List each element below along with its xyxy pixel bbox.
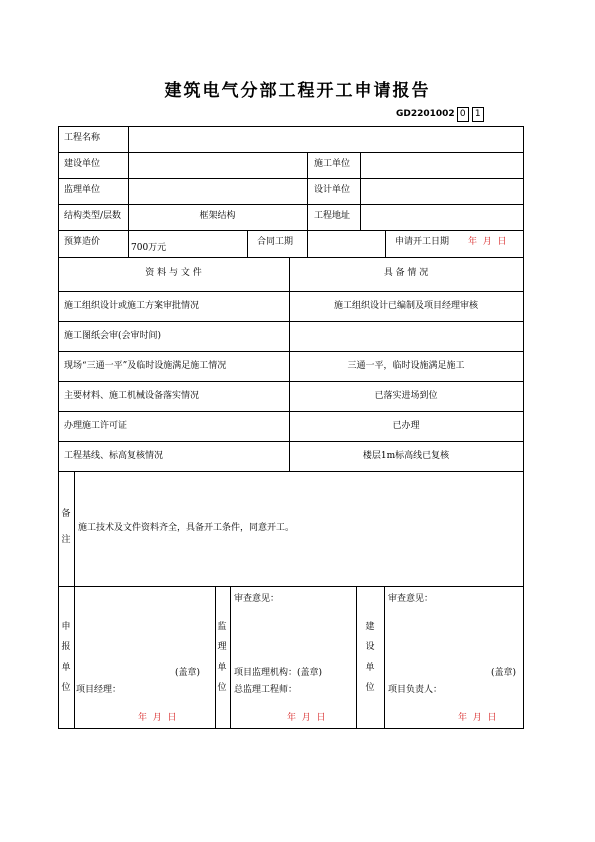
client-label-char: 建 (365, 622, 375, 632)
supervisor-label-char: 位 (217, 683, 227, 693)
remarks-label-char: 注 (61, 535, 71, 545)
applicant-label-char: 位 (61, 683, 71, 693)
supervisor-label-char: 理 (217, 642, 227, 652)
client-seal: (盖章) (491, 668, 517, 678)
supervisor-unit-label: 监理单位 (64, 185, 101, 195)
document-code (396, 106, 484, 122)
applicant-label-char: 报 (61, 642, 71, 652)
start-date-value: 年 月 日 (468, 237, 507, 247)
checklist-status: 楼层1m标高线已复核 (362, 451, 450, 461)
checklist-item: 办理施工许可证 (64, 421, 128, 431)
client-label-char: 单 (365, 663, 375, 673)
structure-type-label: 结构类型/层数 (64, 211, 122, 221)
contract-duration-label: 合同工期 (257, 237, 294, 247)
document-code-prefix: GD2201002 (396, 109, 455, 119)
supervisor-label-char: 单 (217, 663, 227, 673)
structure-type-value: 框架结构 (199, 211, 236, 221)
applicant-label-char: 单 (61, 663, 71, 673)
applicant-label-char: 申 (61, 622, 71, 632)
applicant-seal: (盖章) (175, 668, 201, 678)
contractor-unit-label: 施工单位 (314, 159, 351, 169)
application-form-table (58, 126, 523, 729)
page-title: 建筑电气分部工程开工申请报告 (164, 81, 431, 101)
checklist-status: 已落实进场到位 (374, 391, 438, 401)
chief-supervisor-label: 总监理工程师： (234, 685, 298, 695)
document-code-digit-2: 1 (472, 107, 484, 122)
supervisor-date: 年 月 日 (287, 713, 326, 723)
budget-value: 700万元 (131, 243, 167, 253)
checklist-status: 施工组织设计已编制及项目经理审核 (333, 301, 478, 311)
supervisor-label-char: 监 (217, 622, 227, 632)
applicant-date: 年 月 日 (138, 713, 177, 723)
project-address-label: 工程地址 (314, 211, 351, 221)
client-person-label: 项目负责人： (388, 685, 443, 695)
supervisor-org-seal: 项目监理机构：(盖章) (234, 668, 323, 678)
project-name-label: 工程名称 (64, 133, 101, 143)
applicant-manager-label: 项目经理： (76, 685, 122, 695)
checklist-item: 工程基线、标高复核情况 (64, 451, 164, 461)
start-date-label: 申请开工日期 (395, 237, 450, 247)
client-unit-label: 建设单位 (64, 159, 101, 169)
designer-unit-label: 设计单位 (314, 185, 351, 195)
checklist-header-documents: 资 料 与 文 件 (145, 268, 202, 278)
checklist-item: 施工图纸会审(会审时间) (64, 331, 162, 341)
client-label-char: 设 (365, 642, 375, 652)
checklist-item: 主要材料、施工机械设备落实情况 (64, 391, 200, 401)
checklist-item: 现场“三通一平”及临时设施满足施工情况 (64, 361, 227, 371)
client-label-char: 位 (365, 683, 375, 693)
remarks-label-char: 备 (61, 509, 71, 519)
budget-label: 预算造价 (64, 237, 101, 247)
supervisor-opinion-label: 审查意见： (234, 594, 280, 604)
remarks-text: 施工技术及文件资料齐全，具备开工条件，同意开工。 (78, 523, 295, 533)
document-code-digit-1: 0 (457, 107, 469, 122)
checklist-header-status: 具 备 情 况 (383, 268, 429, 278)
checklist-item: 施工组织设计或施工方案审批情况 (64, 301, 200, 311)
checklist-status: 三通一平，临时设施满足施工 (347, 361, 465, 371)
client-date: 年 月 日 (458, 713, 497, 723)
client-opinion-label: 审查意见： (388, 594, 434, 604)
checklist-status: 已办理 (392, 421, 420, 431)
